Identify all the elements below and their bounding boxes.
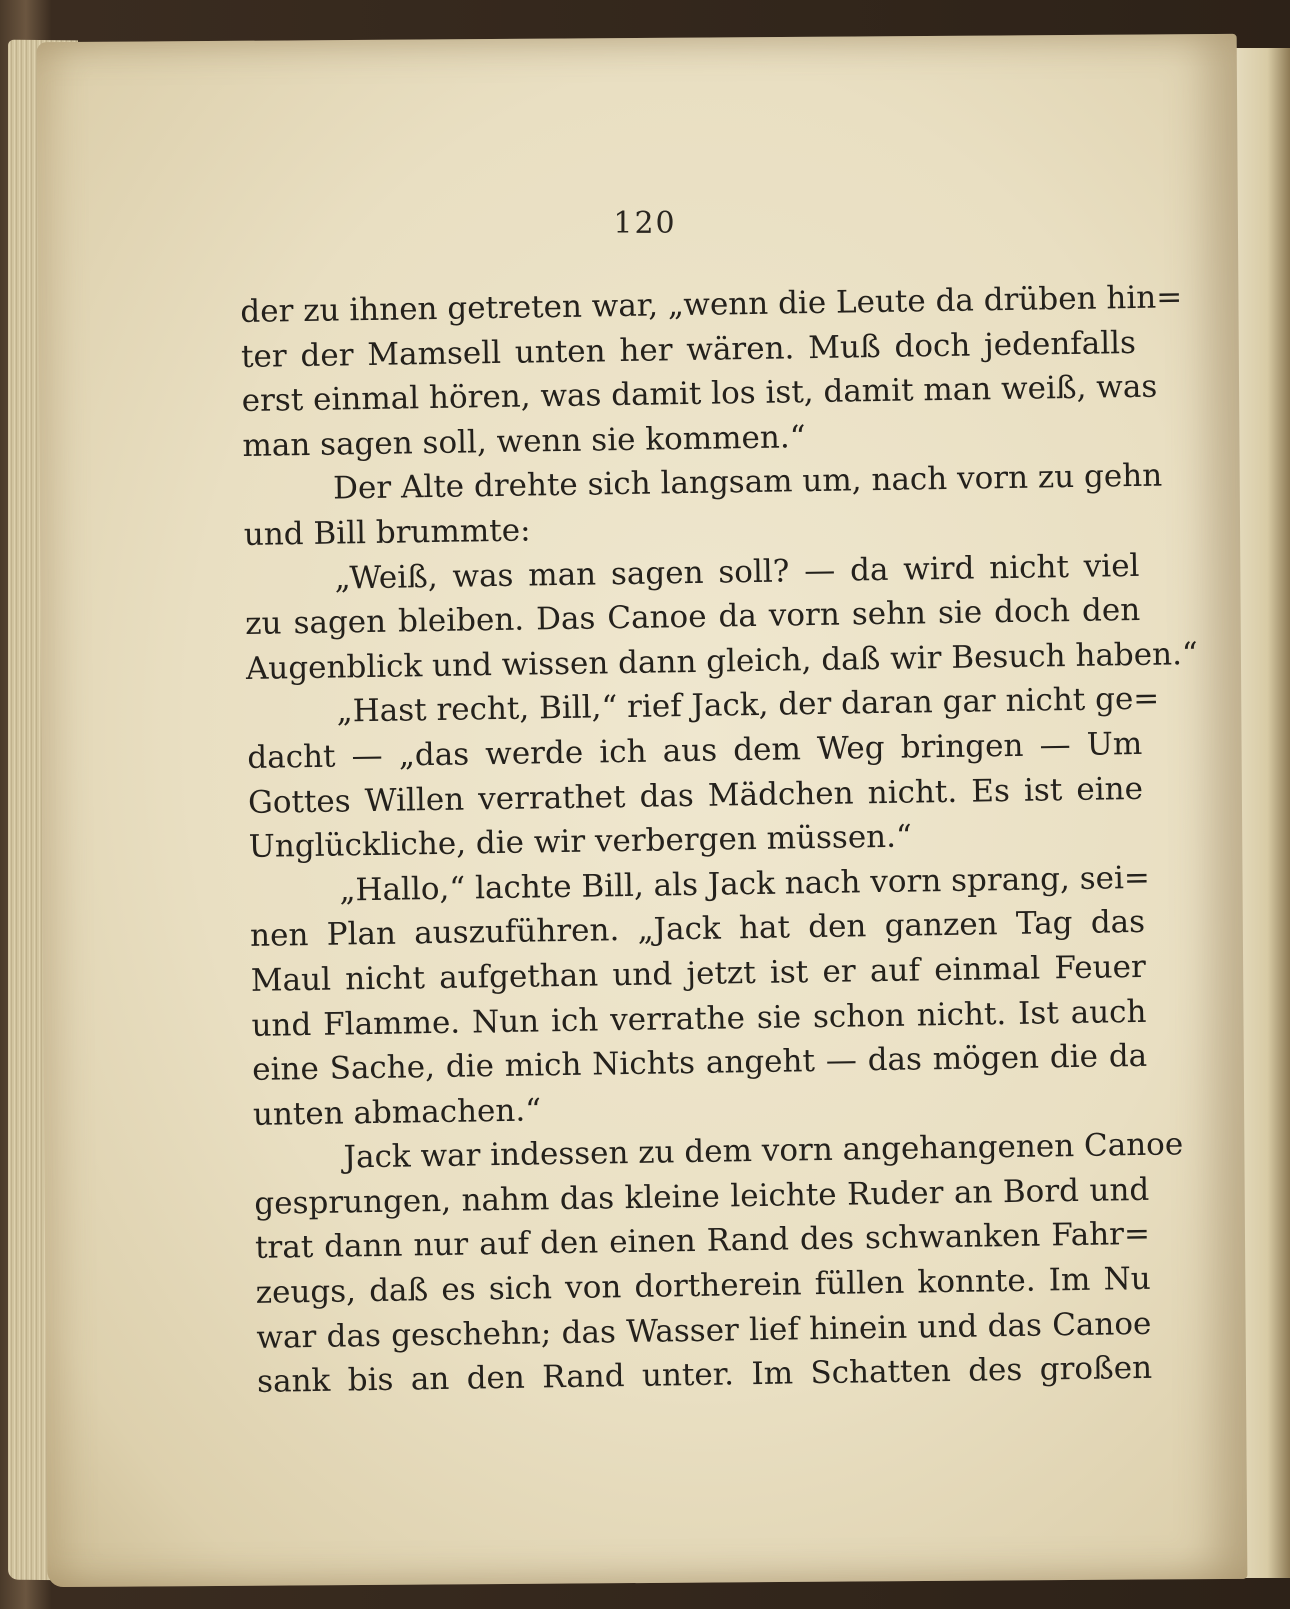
text-line: zu sagen bleiben. Das Canoe da vorn sehn sie doch den xyxy=(244,592,1141,643)
text-line: sank bis an den Rand unter. Im Schatten des großen xyxy=(256,1350,1153,1401)
text-line: und Flamme. Nun ich verrathe sie schon nicht. Ist auch xyxy=(251,993,1147,1044)
text-line: gesprungen, nahm das kleine leichte Ruder an Bord und xyxy=(254,1171,1150,1222)
text-line: ter der Mamsell unten her wären. Muß doch jedenfalls xyxy=(240,324,1137,375)
text-line: war das geschehn; das Wasser lief hinein und das Canoe xyxy=(256,1305,1152,1356)
text-line: der zu ihnen getreten war, „wenn die Leute da drüben hin= xyxy=(240,279,1183,330)
text-line: Jack war indessen zu dem vorn angehangenen Canoe xyxy=(343,1126,1184,1176)
text-line: unten abmachen.“ xyxy=(252,1092,542,1133)
text-line: „Hast recht, Bill,“ rief Jack, der daran gar nicht ge= xyxy=(336,680,1160,730)
text-line: man sagen soll, wenn sie kommen.“ xyxy=(242,418,806,464)
text-line: nen Plan auszuführen. „Jack hat den ganzen Tag das xyxy=(249,904,1146,955)
text-line: Der Alte drehte sich langsam um, nach vorn zu gehn xyxy=(332,457,1163,507)
text-line: Unglückliche, die wir verbergen müssen.“ xyxy=(248,818,913,866)
text-line: „Weiß, was man sagen soll? — da wird nicht viel xyxy=(334,547,1140,597)
body-text xyxy=(240,276,1199,1405)
text-line: Augenblick und wissen dann gleich, daß wir Besuch haben.“ xyxy=(245,635,1199,687)
text-line: dacht — „das werde ich aus dem Weg bringen — Um xyxy=(247,725,1143,776)
text-line: zeugs, daß es sich von dortherein füllen konnte. Im Nu xyxy=(255,1260,1151,1311)
text-line: und Bill brummte: xyxy=(243,512,531,553)
text-line: „Hallo,“ lachte Bill, als Jack nach vorn sprang, sei= xyxy=(339,859,1151,909)
text-line: Gottes Willen verrathet das Mädchen nicht. Es ist eine xyxy=(247,770,1144,821)
text-line: trat dann nur auf den einen Rand des schwanken Fahr= xyxy=(254,1216,1151,1267)
text-line: Maul nicht aufgethan und jetzt ist er auf einmal Feuer xyxy=(250,948,1147,999)
text-line: eine Sache, die mich Nichts angeht — das mögen die da xyxy=(251,1037,1148,1088)
page-number: 120 xyxy=(613,206,677,241)
text-line: erst einmal hören, was damit los ist, damit man weiß, was xyxy=(241,368,1158,420)
